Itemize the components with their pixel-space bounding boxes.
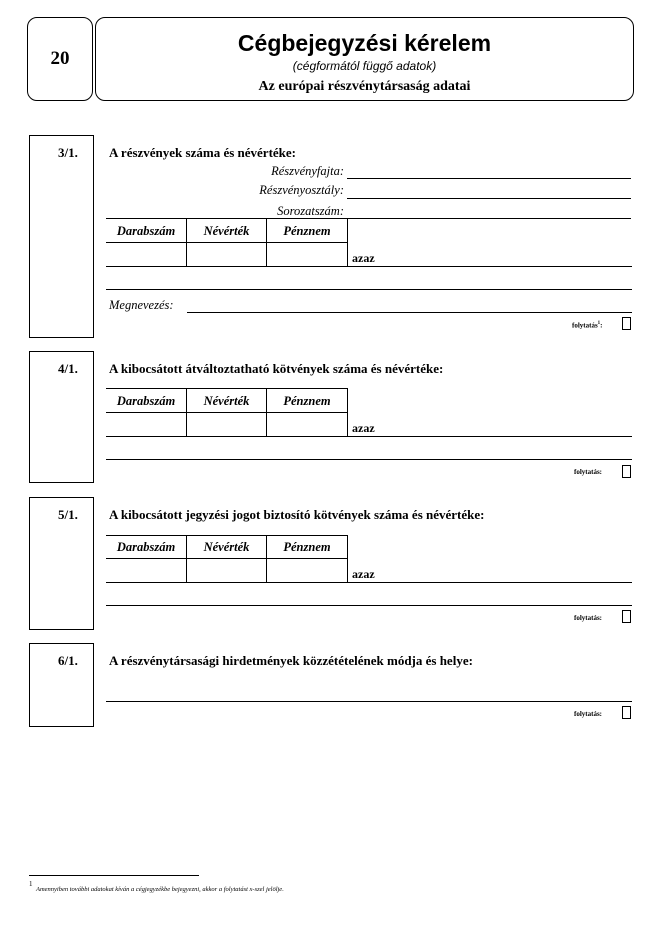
name-field[interactable] (187, 312, 632, 313)
amount-in-words-line[interactable] (106, 459, 632, 460)
name-label: Megnevezés: (109, 298, 174, 312)
amount-in-words-line[interactable] (106, 289, 632, 290)
section-number: 4/1. (58, 361, 78, 376)
column-header-currency: Pénznem (283, 224, 331, 238)
table-top-line (106, 388, 347, 389)
continue-checkbox[interactable] (622, 465, 631, 478)
section-title: A kibocsátott átváltoztatható kötvények száma és névértéke: (109, 361, 444, 376)
page-number-box (27, 17, 93, 101)
share-type-field[interactable] (347, 178, 631, 179)
table-col-divider (347, 218, 348, 266)
continue-checkbox[interactable] (622, 317, 631, 330)
column-header-nominal: Névérték (203, 540, 250, 554)
footnote-marker: 1 (29, 880, 33, 888)
table-col-divider (347, 535, 348, 582)
continue-label: folytatás: (574, 468, 602, 476)
section-title: A részvények száma és névértéke: (109, 145, 296, 160)
section-number-box-6-1 (29, 643, 94, 727)
column-header-quantity: Darabszám (116, 224, 176, 238)
footnote-text: Amennyiben további adatokat kíván a cégjegyzékbe bejegyezni, akkor a folytatást x-szel jelölje. (36, 886, 284, 893)
continue-label: folytatás: (574, 614, 602, 622)
table-col-divider (266, 218, 267, 266)
column-header-nominal: Névérték (203, 224, 250, 238)
serial-number-label: Sorozatszám: (277, 204, 344, 218)
continue-label: folytatás: (574, 710, 602, 718)
nominal-cell[interactable] (187, 559, 266, 581)
continue-checkbox[interactable] (622, 610, 631, 623)
currency-cell[interactable] (268, 243, 347, 265)
table-top-line (106, 218, 347, 219)
column-header-currency: Pénznem (283, 540, 331, 554)
nominal-cell[interactable] (187, 243, 266, 265)
table-col-divider (266, 388, 267, 436)
share-class-field[interactable] (347, 198, 631, 199)
table-col-divider (266, 535, 267, 582)
azaz-label: azaz (352, 251, 375, 265)
column-header-quantity: Darabszám (116, 394, 176, 408)
quantity-cell[interactable] (106, 559, 186, 581)
section-number: 3/1. (58, 145, 78, 160)
azaz-label: azaz (352, 421, 375, 435)
column-header-quantity: Darabszám (116, 540, 176, 554)
table-bottom-line (106, 266, 632, 267)
serial-number-field[interactable] (347, 218, 631, 219)
share-type-label: Részvényfajta: (271, 164, 344, 178)
table-bottom-line (106, 582, 632, 583)
section-heading: Az európai részvénytársaság adatai (258, 79, 471, 94)
continue-label: folytatás$^1$: (572, 321, 603, 330)
table-top-line (106, 535, 347, 536)
section-title: A kibocsátott jegyzési jogot biztosító kötvények száma és névértéke: (109, 507, 485, 522)
publication-method-line[interactable] (106, 701, 632, 702)
section-number-box-5-1 (29, 497, 94, 630)
page-number: 20 (50, 48, 70, 69)
currency-cell[interactable] (268, 559, 347, 581)
footnote-reference: 1 (597, 321, 601, 326)
table-col-divider (347, 388, 348, 436)
section-number: 6/1. (58, 653, 78, 668)
quantity-cell[interactable] (106, 243, 186, 265)
form-title: Cégbejegyzési kérelem (237, 30, 492, 56)
amount-in-words-line[interactable] (106, 605, 632, 606)
form-subtitle: (cégformától függő adatok) (292, 59, 437, 73)
continue-checkbox[interactable] (622, 706, 631, 719)
share-class-label: Részvényosztály: (259, 183, 344, 197)
section-number-box-4-1 (29, 351, 94, 483)
column-header-currency: Pénznem (283, 394, 331, 408)
currency-cell[interactable] (268, 413, 347, 435)
section-number-box-3-1 (29, 135, 94, 338)
nominal-cell[interactable] (187, 413, 266, 435)
column-header-nominal: Névérték (203, 394, 250, 408)
table-bottom-line (106, 436, 632, 437)
quantity-cell[interactable] (106, 413, 186, 435)
section-number: 5/1. (58, 507, 78, 522)
footnote-separator (29, 875, 199, 876)
azaz-label: azaz (352, 567, 375, 581)
header-box (95, 17, 634, 101)
section-title: A részvénytársasági hirdetmények közzétételének módja és helye: (109, 653, 473, 668)
